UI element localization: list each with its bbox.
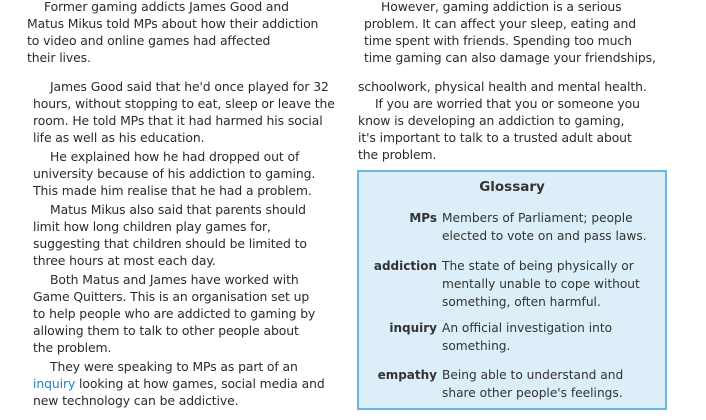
article-line: it's important to talk to a trusted adult about — [358, 130, 632, 145]
article-line: the problem. — [33, 340, 112, 355]
glossary-definition-line: share other people's feelings. — [442, 386, 623, 400]
article-line: to video and online games had affected — [27, 33, 271, 48]
article-line: He explained how he had dropped out of — [50, 149, 300, 164]
glossary-term: MPs — [409, 211, 437, 225]
glossary-definition-line: something. — [442, 339, 511, 353]
article-line — [33, 375, 325, 392]
article-line: Former gaming addicts James Good and — [44, 0, 289, 14]
glossary-box — [357, 170, 667, 410]
article-line: hours, without stopping to eat, sleep or leave the — [33, 96, 335, 111]
glossary-term: empathy — [377, 368, 437, 382]
article-line: They were speaking to MPs as part of an — [50, 359, 298, 374]
article-line: Both Matus and James have worked with — [50, 272, 299, 287]
article-line: time gaming can also damage your friendships, — [364, 50, 656, 65]
glossary-title: Glossary — [479, 179, 545, 195]
glossary-definition-line: Members of Parliament; people — [442, 211, 633, 225]
article-line: time spent with friends. Spending too much — [364, 33, 632, 48]
article-line: allowing them to talk to other people about — [33, 323, 299, 338]
article-line: their lives. — [27, 50, 91, 65]
glossary-definition-line: The state of being physically or — [442, 259, 634, 273]
glossary-definition-line: An official investigation into — [442, 321, 613, 335]
article-line: This made him realise that he had a problem. — [33, 183, 312, 198]
article-line: However, gaming addiction is a serious — [381, 0, 622, 14]
article-line: the problem. — [358, 147, 437, 162]
article-line: If you are worried that you or someone you — [375, 96, 640, 111]
article-line: new technology can be addictive. — [33, 393, 239, 408]
article-line: suggesting that children should be limited to — [33, 236, 307, 251]
article-line: room. He told MPs that it had harmed his social — [33, 113, 323, 128]
article-line: James Good said that he'd once played for 32 — [50, 79, 329, 94]
article-line: university because of his addiction to gaming. — [33, 166, 316, 181]
glossary-definition-line: something, often harmful. — [442, 295, 601, 309]
glossary-term: addiction — [373, 259, 437, 273]
glossary-definition-line: Being able to understand and — [442, 368, 624, 382]
inquiry-link[interactable]: inquiry — [33, 376, 76, 391]
glossary-definition-line: mentally unable to cope without — [442, 277, 640, 291]
article-line: three hours at most each day. — [33, 253, 216, 268]
article-line: life as well as his education. — [33, 130, 205, 145]
article-line: limit how long children play games for, — [33, 219, 271, 234]
article-line: Game Quitters. This is an organisation set up — [33, 289, 310, 304]
article-line: Matus Mikus told MPs about how their addiction — [27, 16, 319, 31]
article-line: schoolwork, physical health and mental health. — [358, 79, 647, 94]
glossary-definition-line: elected to vote on and pass laws. — [442, 229, 647, 243]
article-line: Matus Mikus also said that parents should — [50, 202, 306, 217]
article-line: to help people who are addicted to gaming by — [33, 306, 316, 321]
article-text: looking at how games, social media and — [75, 376, 325, 391]
article-line: problem. It can affect your sleep, eating and — [364, 16, 637, 31]
glossary-term: inquiry — [389, 321, 437, 335]
article-line: know is developing an addiction to gaming, — [358, 113, 625, 128]
